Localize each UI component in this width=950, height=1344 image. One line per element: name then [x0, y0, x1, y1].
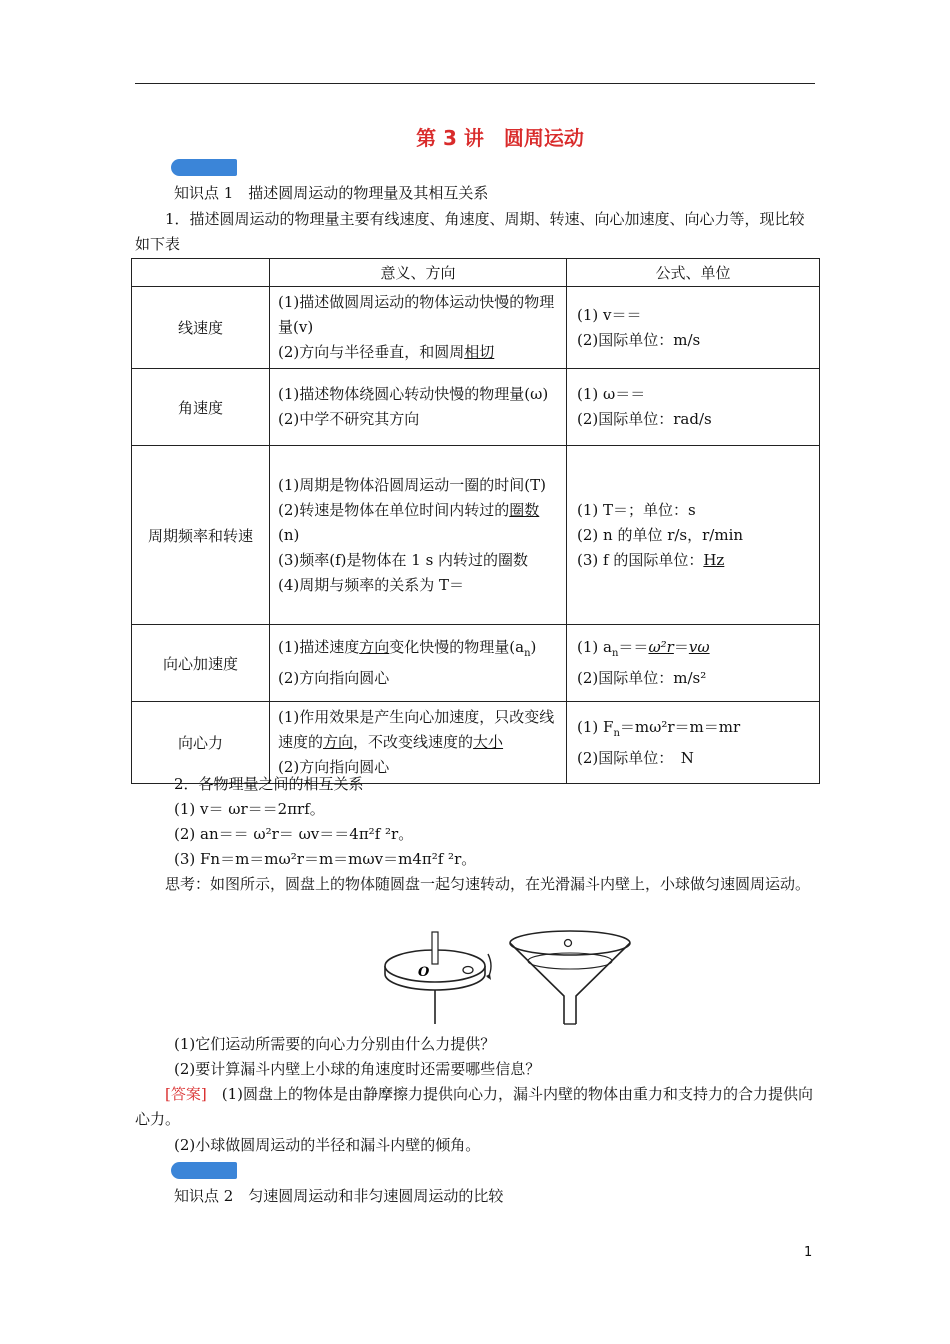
row-meaning: (1)描述速度方向变化快慢的物理量$(a_n)$ (2)方向指向圆心	[270, 625, 567, 702]
row-formula: (1) $a_n==\omega^2r=v\omega$ (2)国际单位：m/s²	[567, 625, 820, 702]
section-tag-2	[171, 1162, 237, 1179]
row-formula: (1) $F_n=m\omega^2r=m=mr$ (2)国际单位： N	[567, 702, 820, 784]
section1-intro: 1．描述圆周运动的物理量主要有线速度、角速度、周期、转速、向心加速度、向心力等，现比较如下表	[135, 210, 805, 253]
row-name: 向心加速度	[132, 625, 270, 702]
table-row	[132, 625, 820, 702]
answer-tag: [答案]	[165, 1085, 207, 1103]
answer-1: [答案] (1)圆盘上的物体是由静摩擦力提供向心力，漏斗内壁的物体由重力和支持力的合力提供向心力。	[135, 1085, 813, 1128]
table-row	[132, 287, 820, 369]
row-formula: (1) T＝；单位：s (2) n 的单位 r/s，r/min (3) f 的国际单位：Hz	[567, 446, 820, 625]
header-rule	[135, 83, 815, 84]
row-name: 向心力	[132, 702, 270, 784]
page-number: 1	[804, 1245, 813, 1260]
section3-heading: 知识点 2 匀速圆周运动和非匀速圆周运动的比较	[174, 1187, 504, 1205]
quantities-table	[131, 258, 820, 784]
row-meaning: (1)周期是物体沿圆周运动一圈的时间(T) (2)转速是物体在单位时间内转过的圈数(n) (3)频率(f)是物体在 1 s 内转过的圈数 (4)周期与频率的关系为 T＝	[270, 446, 567, 625]
question-1: (1)它们运动所需要的向心力分别由什么力提供？	[174, 1035, 496, 1053]
figure-svg	[380, 928, 640, 1028]
relation-eq-2: (2) an＝＝ ω²r＝ ωv＝＝4π²f ²r。	[174, 825, 414, 843]
question-2: (2)要计算漏斗内壁上小球的角速度时还需要哪些信息？	[174, 1060, 541, 1078]
table-header-row	[132, 259, 820, 287]
section2-heading: 2．各物理量之间的相互关系	[174, 775, 364, 793]
relation-eq-3: (3) Fn＝m＝mω²r＝m＝mωv＝m4π²f ²r。	[174, 850, 477, 868]
table-header-empty	[132, 259, 270, 287]
table-row	[132, 369, 820, 446]
think-text: 思考：如图所示，圆盘上的物体随圆盘一起匀速转动，在光滑漏斗内壁上，小球做匀速圆周运动。	[165, 875, 811, 893]
row-meaning: (1)描述物体绕圆心转动快慢的物理量(ω) (2)中学不研究其方向	[270, 369, 567, 446]
answer-2: (2)小球做圆周运动的半径和漏斗内壁的倾角。	[174, 1136, 481, 1154]
row-meaning: (1)作用效果是产生向心加速度，只改变线速度的方向，不改变线速度的大小 (2)方向指向圆心	[270, 702, 567, 784]
section-tag-1	[171, 159, 237, 176]
row-name: 角速度	[132, 369, 270, 446]
row-name: 周期频率和转速	[132, 446, 270, 625]
row-formula: (1) v＝＝ (2)国际单位：m/s	[567, 287, 820, 369]
table-header-meaning: 意义、方向	[270, 259, 567, 287]
page-title: 第 3 讲 圆周运动	[416, 126, 584, 150]
row-formula: (1) ω＝＝ (2)国际单位：rad/s	[567, 369, 820, 446]
figure-center-label: O	[418, 965, 430, 980]
disk-and-funnel-figure	[380, 928, 640, 1032]
row-name: 线速度	[132, 287, 270, 369]
table-header-formula: 公式、单位	[567, 259, 820, 287]
row-meaning: (1)描述做圆周运动的物体运动快慢的物理量(v) (2)方向与半径垂直，和圆周相切	[270, 287, 567, 369]
table-row	[132, 446, 820, 625]
relation-eq-1: (1) v＝ ωr＝＝2πrf。	[174, 800, 325, 818]
section1-heading: 知识点 1 描述圆周运动的物理量及其相互关系	[174, 184, 489, 202]
